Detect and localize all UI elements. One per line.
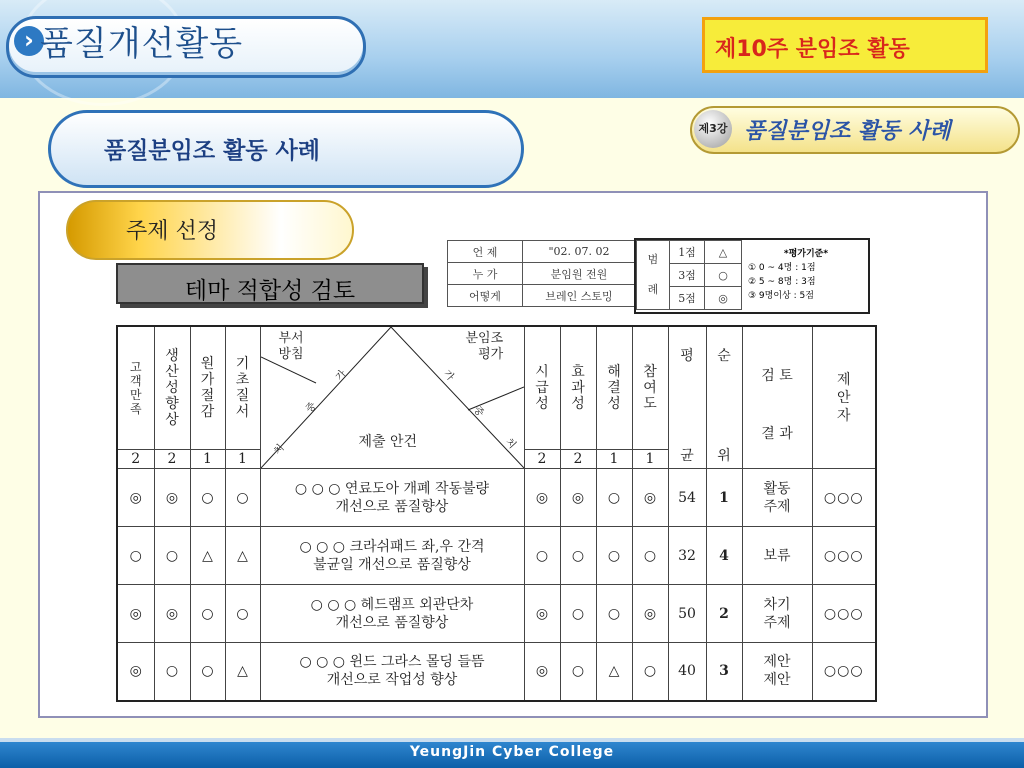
info-value: 분임원 전원 [523, 263, 636, 285]
rank-cell: 1 [706, 469, 742, 527]
header-solvability: 해 결 성 [596, 326, 632, 449]
section-title: 품질분임조 활동 사례 [104, 138, 320, 164]
weight-cell: 1 [225, 449, 260, 468]
diagram-edge-label: 가 [440, 368, 456, 384]
score-cell: ○ [190, 585, 225, 643]
weight-cell: 1 [596, 449, 632, 468]
agenda-item: ○ ○ ○ 윈드 그라스 몰딩 들뜸 개선으로 작업성 향상 [260, 643, 524, 701]
header-productivity: 생 산 성 향 상 [154, 326, 190, 449]
agenda-item: ○ ○ ○ 연료도아 개폐 작동불량 개선으로 품질향상 [260, 469, 524, 527]
diagram-circle-eval: 분임조 평가 [465, 331, 504, 362]
score-cell: ○ [190, 643, 225, 701]
review-cell: 보류 [742, 527, 812, 585]
review-cell: 활동 주제 [742, 469, 812, 527]
header-cost-reduction: 원 가 절 감 [190, 326, 225, 449]
info-value: "02. 07. 02 [523, 241, 636, 263]
legend-symbol: △ [705, 241, 742, 264]
footer-bar [0, 738, 1024, 768]
score-cell: ○ [154, 643, 190, 701]
score-cell: △ [190, 527, 225, 585]
legend-side-label [637, 241, 670, 310]
info-table [447, 240, 636, 307]
score-cell: ○ [560, 585, 596, 643]
average-cell: 32 [668, 527, 706, 585]
score-cell: ◎ [632, 469, 668, 527]
header-review-top: 검 토 [761, 368, 793, 384]
header-average-bottom: 균 [680, 448, 694, 464]
diagram-edge-label: 치 [271, 442, 287, 458]
score-cell: ○ [117, 527, 154, 585]
score-cell: ○ [225, 585, 260, 643]
weight-cell: 1 [632, 449, 668, 468]
score-cell: ◎ [524, 643, 560, 701]
topic-title: 주제 선정 [126, 219, 219, 244]
diagram-edge-label: 치 [502, 436, 518, 452]
average-cell: 54 [668, 469, 706, 527]
header-proposer: 제 안 자 [812, 326, 876, 469]
rank-cell: 3 [706, 643, 742, 701]
weight-cell: 2 [524, 449, 560, 468]
header-customer-satisfaction: 고 객 만 족 [117, 326, 154, 449]
footer-text: YeungJin Cyber College [409, 744, 615, 760]
score-cell: ◎ [117, 469, 154, 527]
proposer-cell: ○○○ [812, 469, 876, 527]
score-cell: ○ [560, 527, 596, 585]
proposer-cell: ○○○ [812, 585, 876, 643]
rank-cell: 2 [706, 585, 742, 643]
legend-symbol: ○ [705, 264, 742, 287]
page-title: 품질개선활동 [40, 24, 244, 64]
diagram-edge-label: 가 [333, 368, 349, 384]
agenda-item: ○ ○ ○ 크라쉬패드 좌,우 간격 불균일 개선으로 품질향상 [260, 527, 524, 585]
score-cell: ○ [632, 643, 668, 701]
weight-cell: 2 [117, 449, 154, 468]
weight-cell: 2 [154, 449, 190, 468]
criteria-item: ② 5 ~ 8명 : 3점 [748, 277, 816, 287]
header-average [668, 326, 706, 469]
average-cell: 40 [668, 643, 706, 701]
score-cell: ◎ [632, 585, 668, 643]
lecture-badge: 제3강 [694, 110, 732, 148]
review-cell: 제안 제안 [742, 643, 812, 701]
score-cell: ◎ [117, 643, 154, 701]
week-label: 제10주 분임조 활동 [715, 37, 910, 62]
legend-score: 5점 [670, 287, 705, 310]
criteria-item: ③ 9명이상 : 5점 [748, 291, 814, 301]
header-rank-bottom: 위 [717, 448, 731, 464]
info-label: 누 가 [448, 263, 523, 285]
diagram-edge-label: 중 [470, 404, 486, 420]
header-basic-order: 기 초 질 서 [225, 326, 260, 449]
legend-side-label-top: 범 [647, 253, 659, 266]
score-cell: ○ [560, 643, 596, 701]
score-cell: ◎ [524, 585, 560, 643]
score-cell: ◎ [154, 585, 190, 643]
weight-cell: 1 [190, 449, 225, 468]
info-label: 어떻게 [448, 285, 523, 307]
diagram-dept-policy: 부서 방침 [278, 331, 304, 362]
score-cell: ◎ [154, 469, 190, 527]
diagram-edge-label: 중 [303, 400, 319, 416]
score-cell: ○ [596, 527, 632, 585]
lecture-title: 품질분임조 활동 사례 [744, 119, 951, 144]
info-value: 브레인 스토밍 [523, 285, 636, 307]
table-row [448, 241, 636, 263]
score-cell: ○ [190, 469, 225, 527]
diagram-submitted-items: 제출 안건 [358, 434, 418, 450]
header-review-result [742, 326, 812, 469]
score-cell: ◎ [524, 469, 560, 527]
review-cell: 차기 주제 [742, 585, 812, 643]
score-cell: ○ [596, 585, 632, 643]
score-cell: ○ [632, 527, 668, 585]
theme-box [116, 263, 424, 304]
table-row [448, 263, 636, 285]
score-cell: ○ [524, 527, 560, 585]
table-row [448, 285, 636, 307]
evaluation-table [116, 325, 877, 702]
average-cell: 50 [668, 585, 706, 643]
weight-cell: 2 [560, 449, 596, 468]
table-row [117, 527, 876, 585]
header-rank-top: 순 [717, 348, 731, 364]
agenda-item: ○ ○ ○ 헤드램프 외관단차 개선으로 품질향상 [260, 585, 524, 643]
table-row [117, 469, 876, 527]
table-row [117, 643, 876, 701]
week-label-box [702, 17, 988, 73]
criteria-item: ① 0 ~ 4명 : 1점 [748, 263, 816, 273]
score-cell: ○ [225, 469, 260, 527]
chevron-right-icon: › [14, 26, 44, 56]
criteria-title: *평가기준* [783, 249, 829, 259]
proposer-cell: ○○○ [812, 643, 876, 701]
score-cell: ○ [596, 469, 632, 527]
header-effectiveness: 효 과 성 [560, 326, 596, 449]
score-cell: ○ [154, 527, 190, 585]
legend-score: 1점 [670, 241, 705, 264]
weight-diagram [260, 326, 524, 469]
score-cell: ◎ [560, 469, 596, 527]
evaluation-criteria [748, 247, 864, 303]
score-cell: △ [225, 527, 260, 585]
header-review-bottom: 결 과 [761, 426, 793, 442]
header-rank [706, 326, 742, 469]
legend-symbol: ◎ [705, 287, 742, 310]
legend-side-label-bottom: 례 [647, 283, 659, 296]
header-average-top: 평 [680, 348, 694, 364]
score-cell: ◎ [117, 585, 154, 643]
header-participation: 참 여 도 [632, 326, 668, 449]
table-row [117, 585, 876, 643]
info-label: 언 제 [448, 241, 523, 263]
score-cell: △ [225, 643, 260, 701]
legend-score: 3점 [670, 264, 705, 287]
legend-table [636, 240, 742, 310]
theme-title: 테마 적합성 검토 [184, 278, 356, 304]
score-cell: △ [596, 643, 632, 701]
header-urgency: 시 급 성 [524, 326, 560, 449]
proposer-cell: ○○○ [812, 527, 876, 585]
rank-cell: 4 [706, 527, 742, 585]
